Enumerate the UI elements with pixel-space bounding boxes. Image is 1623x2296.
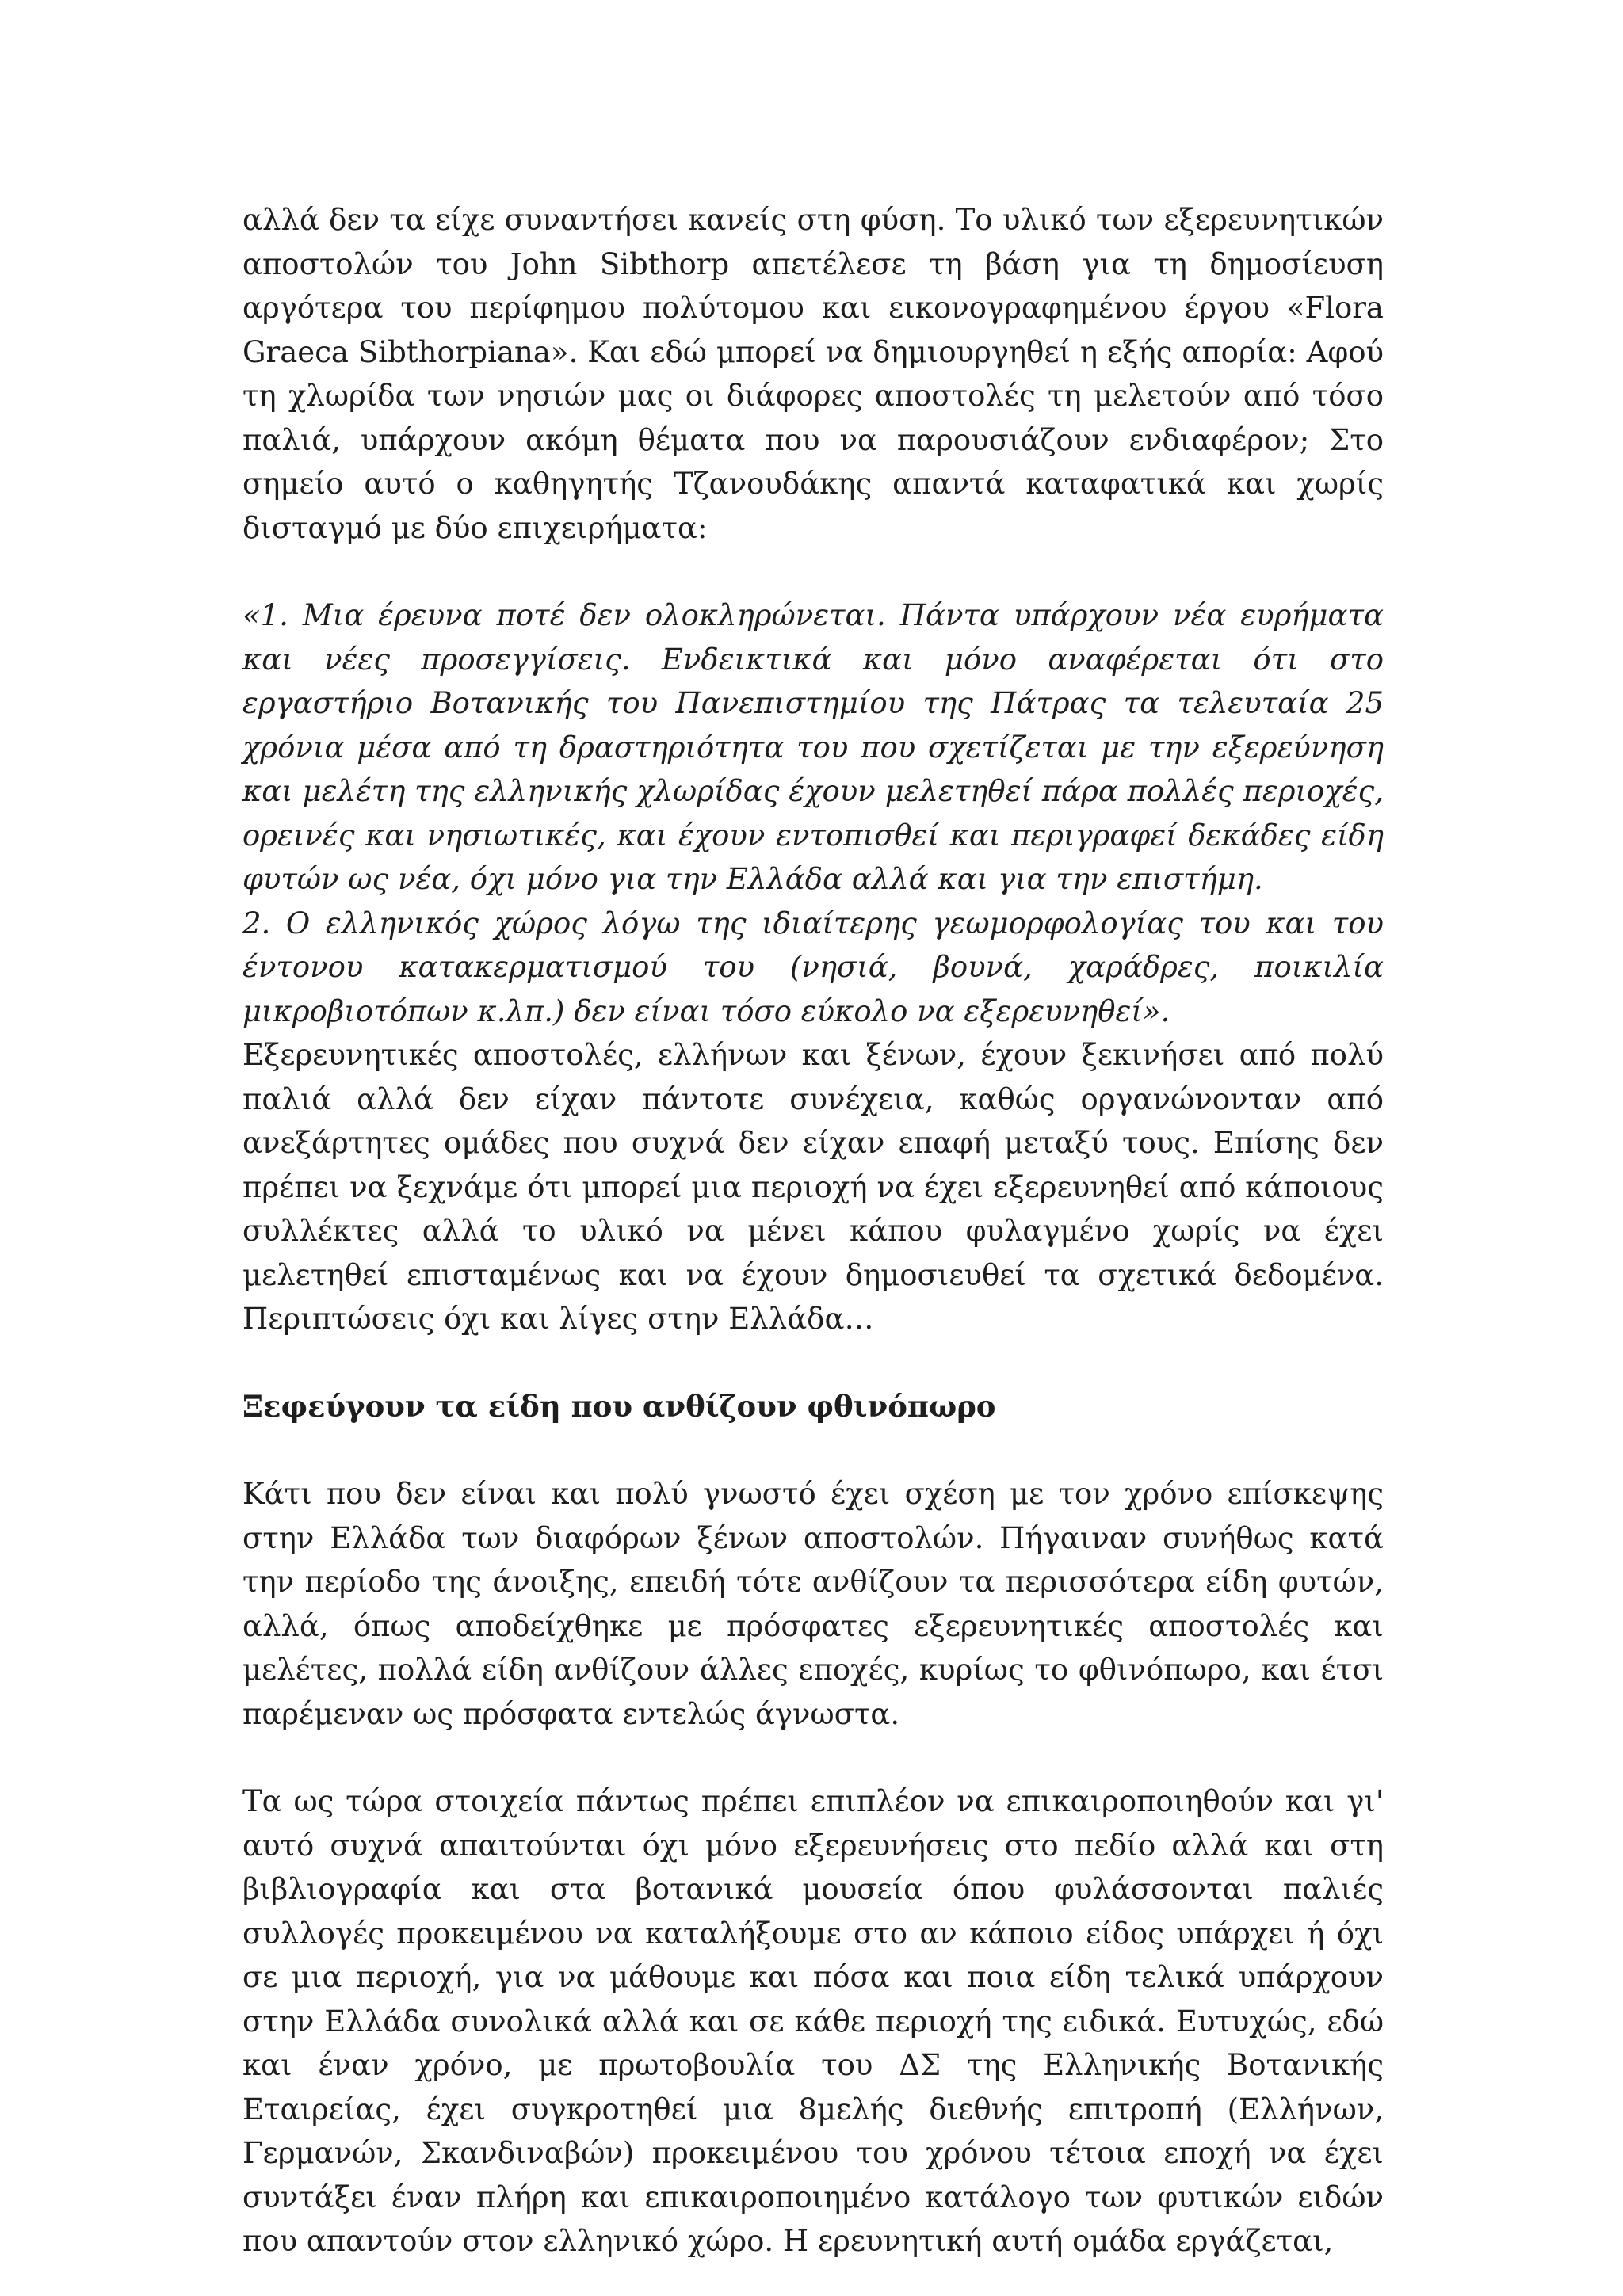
- quote-point-1: «1. Μια έρευνα ποτέ δεν ολοκληρώνεται. Πάντα υπάρχουν νέα ευρήματα και νέες προσεγγίσεις. Ενδεικτικά και μόνο αναφέρεται ότι στο εργαστήριο Βοτανικής του Πανεπιστημίου της Πάτρας τα τελευταία 25 χρόνια μέσα από τη δραστηριότητα του που σχετίζεται με την εξερεύνηση και μελέτη της ελληνικής χλωρίδας έχουν μελετηθεί πάρα πολλές περιοχές, ορεινές και νησιωτικές, και έχουν εντοπισθεί και περιγραφεί δεκάδες είδη φυτών ως νέα, όχι μόνο για την Ελλάδα αλλά και για την επιστήμη.: [242, 598, 1384, 896]
- section-heading: Ξεφεύγουν τα είδη που ανθίζουν φθινόπωρο: [242, 1388, 996, 1424]
- page-body: [242, 198, 1384, 2264]
- paragraph-update-data: Τα ως τώρα στοιχεία πάντως πρέπει επιπλέον να επικαιροποιηθούν και γι' αυτό συχνά απαιτούνται όχι μόνο εξερευνήσεις στο πεδίο αλλά και στη βιβλιογραφία και στα βοτανικά μουσεία όπου φυλάσσονται παλιές συλλογές προκειμένου να καταλήξουμε στο αν κάποιο είδος υπάρχει ή όχι σε μια περιοχή, για να μάθουμε και πόσα και ποια είδη τελικά υπάρχουν στην Ελλάδα συνολικά αλλά και σε κάθε περιοχή της ειδικά. Ευτυχώς, εδώ και έναν χρόνο, με πρωτοβουλία του ΔΣ της Ελληνικής Βοτανικής Εταιρείας, έχει συγκροτηθεί μια 8μελής διεθνής επιτροπή (Ελλήνων, Γερμανών, Σκανδιναβών) προκειμένου του χρόνου τέτοια εποχή να έχει συντάξει έναν πλήρη και επικαιροποιημένο κατάλογο των φυτικών ειδών που απαντούν στον ελληνικό χώρο. Η ερευνητική αυτή ομάδα εργάζεται,: [242, 1784, 1384, 2258]
- paragraph-expeditions: Εξερευνητικές αποστολές, ελλήνων και ξένων, έχουν ξεκινήσει από πολύ παλιά αλλά δεν είχαν πάντοτε συνέχεια, καθώς οργανώνονταν από ανεξάρτητες ομάδες που συχνά δεν είχαν επαφή μεταξύ τους. Επίσης δεν πρέπει να ξεχνάμε ότι μπορεί μια περιοχή να έχει εξερευνηθεί από κάποιους συλλέκτες αλλά το υλικό να μένει κάπου φυλαγμένο χωρίς να έχει μελετηθεί επισταμένως και να έχουν δημοσιευθεί τα σχετικά δεδομένα. Περιπτώσεις όχι και λίγες στην Ελλάδα…: [242, 1038, 1384, 1336]
- paragraph-intro: αλλά δεν τα είχε συναντήσει κανείς στη φύση. Το υλικό των εξερευνητικών αποστολών του John Sibthorp απετέλεσε τη βάση για τη δημοσίευση αργότερα του περίφημου πολύτομου και εικονογραφημένου έργου «Flora Graeca Sibthorpiana». Και εδώ μπορεί να δημιουργηθεί η εξής απορία: Αφού τη χλωρίδα των νησιών μας οι διάφορες αποστολές τη μελετούν από τόσο παλιά, υπάρχουν ακόμη θέματα που να παρουσιάζουν ενδιαφέρον; Στο σημείο αυτό ο καθηγητής Τζανουδάκης απαντά καταφατικά και χωρίς δισταγμό με δύο επιχειρήματα:: [242, 203, 1384, 545]
- quote-point-2: 2. Ο ελληνικός χώρος λόγω της ιδιαίτερης γεωμορφολογίας του και του έντονου κατακερματισμού του (νησιά, βουνά, χαράδρες, ποικιλία μικροβιοτόπων κ.λπ.) δεν είναι τόσο εύκολο να εξερευνηθεί».: [242, 906, 1384, 1028]
- paragraph-visit-timing: Κάτι που δεν είναι και πολύ γνωστό έχει σχέση με τον χρόνο επίσκεψης στην Ελλάδα των διαφόρων ξένων αποστολών. Πήγαιναν συνήθως κατά την περίοδο της άνοιξης, επειδή τότε ανθίζουν τα περισσότερα είδη φυτών, αλλά, όπως αποδείχθηκε με πρόσφατες εξερευνητικές αποστολές και μελέτες, πολλά είδη ανθίζουν άλλες εποχές, κυρίως το φθινόπωρο, και έτσι παρέμεναν ως πρόσφατα εντελώς άγνωστα.: [242, 1477, 1384, 1731]
